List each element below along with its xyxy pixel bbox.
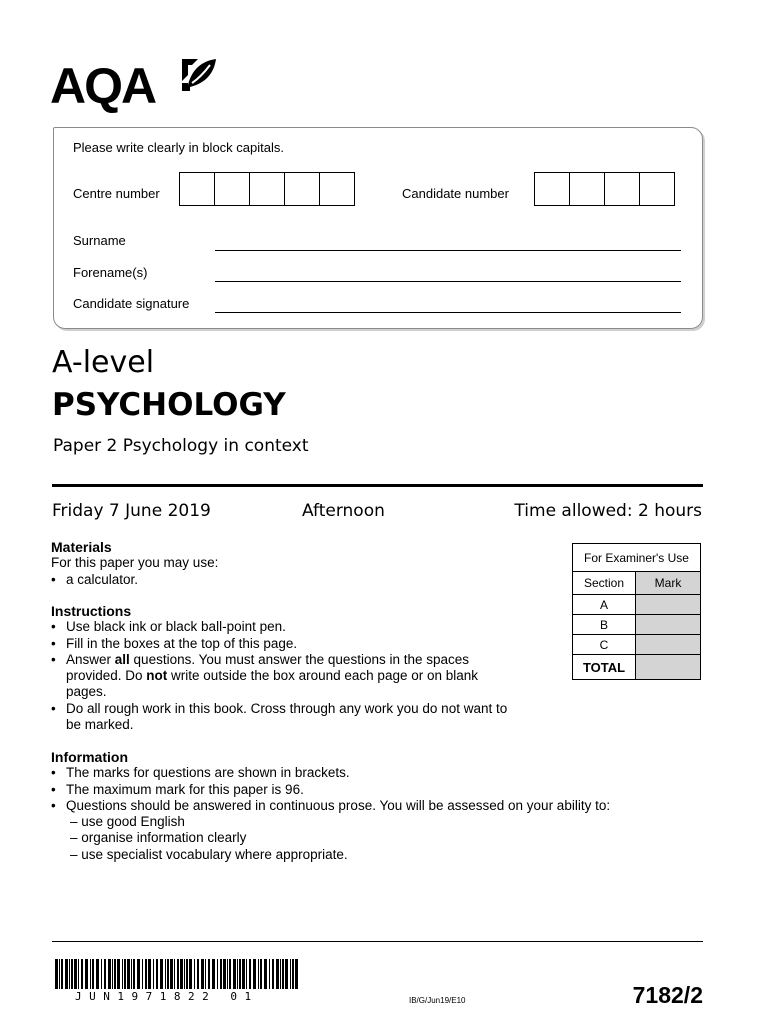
exam-session: Afternoon — [302, 501, 385, 521]
instruction-item — [51, 652, 511, 701]
centre-number-box[interactable] — [214, 172, 250, 206]
section-cell: A — [573, 595, 636, 615]
candidate-number-boxes[interactable] — [534, 172, 674, 206]
subject-title: PSYCHOLOGY — [52, 387, 286, 423]
candidate-number-box[interactable] — [604, 172, 640, 206]
candidate-number-box[interactable] — [569, 172, 605, 206]
mark-cell[interactable] — [636, 595, 701, 615]
centre-number-boxes[interactable] — [179, 172, 354, 206]
time-allowed: Time allowed: 2 hours — [514, 501, 702, 521]
aqa-logo: AQA — [50, 58, 156, 114]
information-item: • Questions should be answered in continuous prose. You will be assessed on your ability to: — [51, 798, 671, 814]
barcode-icon — [55, 959, 300, 989]
materials-item: • a calculator. — [51, 572, 511, 588]
section-column-header: Section — [573, 572, 636, 595]
forename-label: Forename(s) — [73, 265, 148, 280]
mark-column-header: Mark — [636, 572, 701, 595]
instruction-text: questions. You must answer the questions in the spaces provided. Do — [66, 651, 470, 684]
information-subitem: – use specialist vocabulary where appropriate. — [70, 846, 348, 862]
signature-label: Candidate signature — [73, 296, 190, 311]
instructions-section — [51, 603, 511, 733]
information-subitem: – use good English — [70, 814, 185, 830]
candidate-number-box[interactable] — [534, 172, 570, 206]
total-mark-cell[interactable] — [636, 655, 701, 680]
candidate-number-label: Candidate number — [402, 186, 509, 201]
mark-cell[interactable] — [636, 615, 701, 635]
instruction-emphasis: not — [146, 668, 168, 684]
surname-line[interactable] — [215, 250, 681, 251]
instruction-item: • Fill in the boxes at the top of this page. — [51, 636, 511, 652]
instruction-emphasis: all — [114, 651, 130, 667]
instructions-heading: Instructions — [51, 603, 132, 619]
signature-line[interactable] — [215, 312, 681, 313]
candidate-number-box[interactable] — [639, 172, 675, 206]
forename-line[interactable] — [215, 281, 681, 282]
information-subitem: – organise information clearly — [70, 830, 247, 846]
block-capitals-instruction: Please write clearly in block capitals. — [73, 140, 284, 155]
surname-label: Surname — [73, 233, 126, 248]
information-item: • The maximum mark for this paper is 96. — [51, 782, 671, 798]
centre-number-box[interactable] — [249, 172, 285, 206]
materials-section — [51, 539, 511, 588]
examiner-use-table — [572, 543, 701, 680]
instruction-text: Answer — [66, 651, 115, 667]
paper-title: Paper 2 Psychology in context — [53, 436, 309, 456]
total-label: TOTAL — [573, 655, 636, 680]
centre-number-label: Centre number — [73, 186, 160, 201]
centre-number-box[interactable] — [284, 172, 320, 206]
section-cell: B — [573, 615, 636, 635]
information-item: • The marks for questions are shown in brackets. — [51, 765, 671, 781]
qualification-level: A-level — [52, 345, 155, 380]
mark-cell[interactable] — [636, 635, 701, 655]
paper-reference: IB/G/Jun19/E10 — [409, 996, 466, 1005]
title-divider — [52, 484, 703, 487]
instruction-item: • Use black ink or black ball-point pen. — [51, 619, 511, 635]
centre-number-box[interactable] — [179, 172, 215, 206]
instruction-text: write outside the box around each page or on blank pages. — [66, 668, 479, 700]
exam-date: Friday 7 June 2019 — [52, 501, 211, 521]
footer-divider — [52, 941, 703, 942]
barcode-number: JUN1971822 01 — [75, 990, 259, 1003]
examiner-table-title: For Examiner's Use — [573, 544, 701, 572]
paper-code: 7182/2 — [632, 982, 703, 1008]
section-cell: C — [573, 635, 636, 655]
information-heading: Information — [51, 749, 128, 765]
materials-intro: For this paper you may use: — [51, 555, 219, 571]
centre-number-box[interactable] — [319, 172, 355, 206]
materials-heading: Materials — [51, 539, 112, 555]
instruction-item: • Do all rough work in this book. Cross through any work you do not want to be marked. — [51, 701, 511, 734]
aqa-leaf-icon — [178, 55, 218, 95]
information-section — [51, 749, 671, 863]
